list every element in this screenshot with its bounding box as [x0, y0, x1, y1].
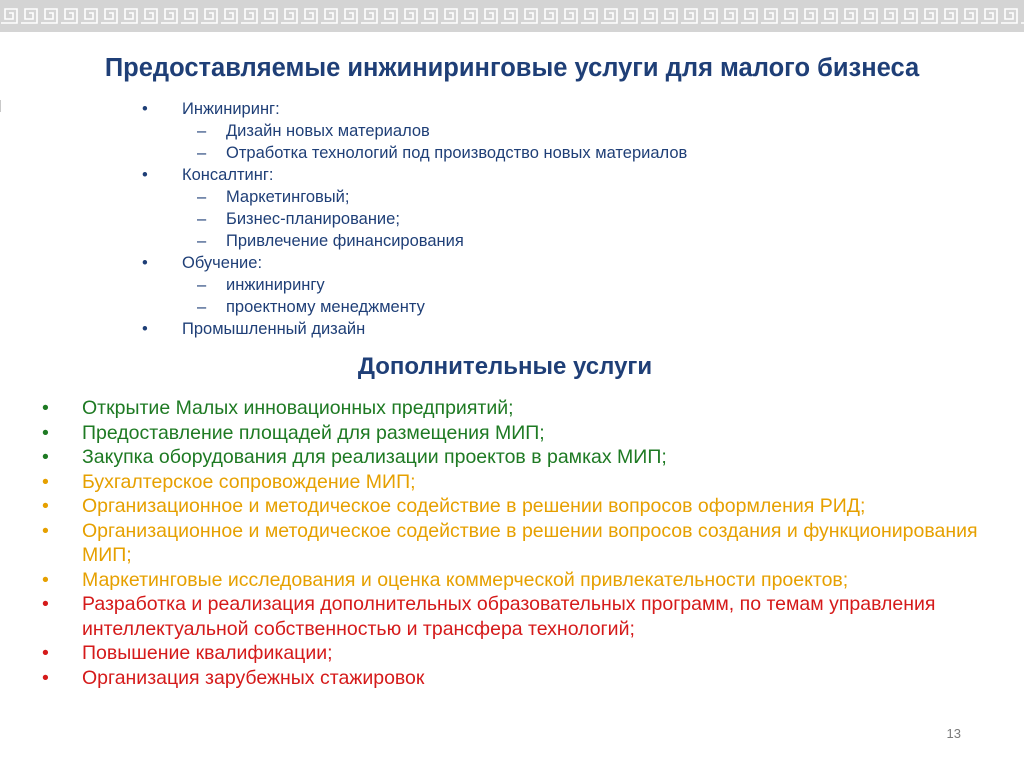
- service-item-consulting: [140, 164, 687, 186]
- service-item-training: [140, 252, 687, 274]
- additional-service-item: [42, 470, 982, 495]
- greek-key-pattern-icon: [0, 6, 1024, 26]
- service-subitem: [140, 296, 687, 318]
- bullet-icon: •: [142, 100, 148, 118]
- bullet-icon: •: [42, 495, 49, 517]
- service-subitem: [140, 120, 687, 142]
- bullet-icon: •: [42, 446, 49, 468]
- additional-service-text: Организационное и методическое содействие в решении вопросов создания и функционирования МИП;: [82, 519, 978, 566]
- additional-service-text: Повышение квалификации;: [82, 642, 333, 664]
- service-label: Обучение:: [182, 254, 263, 272]
- additional-services-list: [42, 396, 982, 690]
- additional-service-item: [42, 445, 982, 470]
- service-label: Консалтинг:: [182, 166, 274, 184]
- additional-service-text: Закупка оборудования для реализации проектов в рамках МИП;: [82, 446, 667, 468]
- service-label: Промышленный дизайн: [182, 320, 366, 338]
- additional-service-text: Организационное и методическое содействие в решении вопросов оформления РИД;: [82, 495, 866, 517]
- bullet-icon: •: [42, 568, 49, 591]
- additional-service-item: [42, 396, 982, 421]
- service-subitem-label: Отработка технологий под производство новых материалов: [226, 144, 688, 162]
- bullet-icon: •: [42, 421, 49, 444]
- service-item-industrial-design: [140, 318, 687, 340]
- bullet-icon: •: [42, 642, 49, 664]
- bullet-icon: •: [42, 666, 49, 689]
- additional-service-item: [42, 421, 982, 446]
- dash-icon: –: [197, 232, 207, 250]
- dash-icon: –: [197, 210, 207, 228]
- additional-service-text: Открытие Малых инновационных предприятий;: [82, 397, 514, 419]
- decorative-header-band: [0, 0, 1024, 32]
- page-number: 13: [946, 726, 961, 741]
- service-label: Инжиниринг:: [182, 100, 280, 118]
- bullet-icon: •: [42, 397, 49, 419]
- service-subitem-label: Привлечение финансирования: [226, 232, 464, 250]
- additional-service-text: Бухгалтерское сопровождение МИП;: [82, 470, 416, 493]
- service-subitem: [140, 142, 687, 164]
- service-subitem-label: проектному менеджменту: [226, 298, 425, 316]
- additional-service-item: [42, 519, 982, 568]
- service-item-engineering: [140, 98, 687, 120]
- additional-service-item: [42, 592, 982, 641]
- dash-icon: –: [197, 188, 207, 206]
- additional-service-item: [42, 666, 982, 691]
- dash-icon: –: [197, 122, 207, 140]
- service-subitem: [140, 186, 687, 208]
- slide-title: Предоставляемые инжиниринговые услуги для малого бизнеса: [104, 54, 920, 82]
- dash-icon: –: [197, 144, 207, 162]
- dash-icon: –: [197, 298, 207, 316]
- bullet-icon: •: [42, 470, 49, 493]
- additional-service-text: Разработка и реализация дополнительных образовательных программ, по темам управления интеллектуальной собственностью и трансфера технологий;: [82, 593, 936, 640]
- additional-service-text: Маркетинговые исследования и оценка коммерческой привлекательности проектов;: [82, 568, 849, 591]
- engineering-services-list: [140, 98, 687, 340]
- bullet-icon: •: [142, 320, 148, 338]
- bullet-icon: •: [42, 593, 49, 615]
- service-subitem: [140, 274, 687, 296]
- additional-service-text: Организация зарубежных стажировок: [82, 666, 425, 689]
- service-subitem-label: Маркетинговый;: [226, 188, 350, 206]
- service-subitem: [140, 230, 687, 252]
- additional-services-title: Дополнительные услуги: [357, 353, 653, 380]
- frame-corner-mark: [0, 100, 1, 112]
- service-subitem: [140, 208, 687, 230]
- bullet-icon: •: [142, 166, 148, 184]
- bullet-icon: •: [142, 254, 148, 272]
- service-subitem-label: инжинирингу: [226, 276, 325, 294]
- additional-service-item: [42, 568, 982, 593]
- additional-service-text: Предоставление площадей для размещения МИП;: [82, 421, 545, 444]
- service-subitem-label: Дизайн новых материалов: [226, 122, 430, 140]
- additional-service-item: [42, 641, 982, 666]
- additional-service-item: [42, 494, 982, 519]
- bullet-icon: •: [42, 519, 49, 542]
- dash-icon: –: [197, 276, 207, 294]
- service-subitem-label: Бизнес-планирование;: [226, 210, 400, 228]
